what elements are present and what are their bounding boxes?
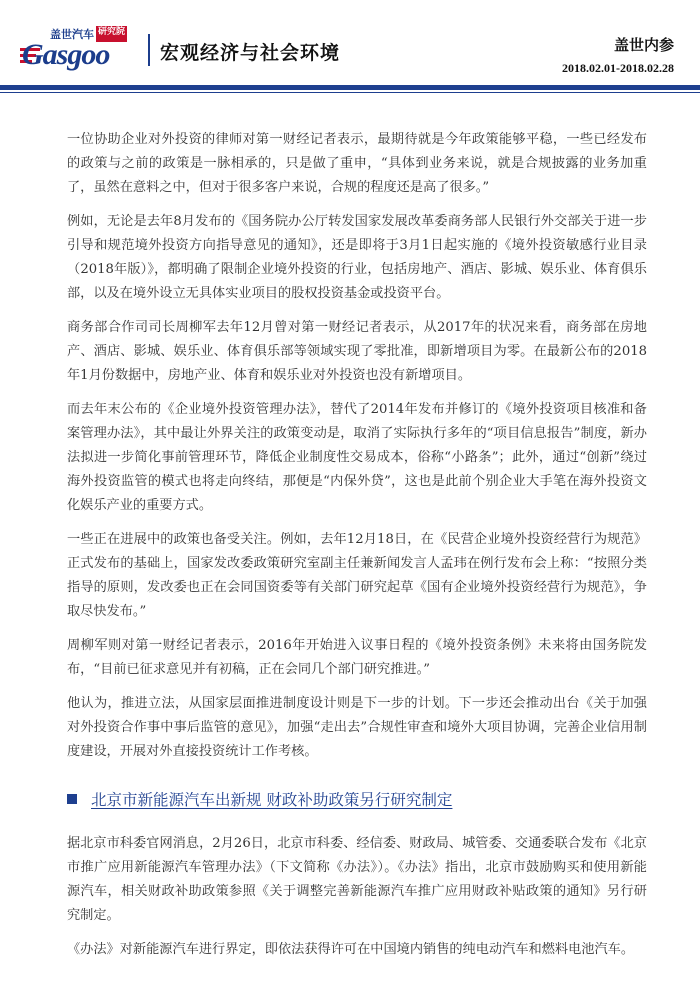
publication-name: 盖世内参 — [613, 36, 674, 54]
paragraph: 他认为，推进立法，从国家层面推进制度设计则是下一步的计划。下一步还会推动出台《关于加强对外投资合作事中事后监管的意见》，加强“走出去”合规性审查和境外大项目协调，完善企业信用制度建设，开展对外直接投资统计工作考核。 — [67, 696, 647, 759]
gasgoo-logo — [22, 26, 140, 78]
square-bullet-icon — [67, 794, 77, 804]
header-rule-thick — [0, 85, 700, 90]
paragraph: 例如，无论是去年8月发布的《国务院办公厅转发国家发展改革委商务部人民银行外交部关于进一步引导和规范境外投资方向指导意见的通知》，还是即将于3月1日起实施的《境外投资敏感行业目录（2018年版）》，都明确了限制企业境外投资的行业，包括房地产、酒店、影城、娱乐业、体育俱乐部，以及在境外设立无具体实业项目的股权投资基金或投资平台。 — [67, 214, 647, 301]
paragraph: 《办法》对新能源汽车进行界定，即依法获得许可在中国境内销售的纯电动汽车和燃料电池汽车。 — [67, 942, 635, 957]
date-range: 2018.02.01-2018.02.28 — [562, 61, 674, 75]
paragraph: 一位协助企业对外投资的律师对第一财经记者表示，最期待就是今年政策能够平稳，一些已经发布的政策与之前的政策是一脉相承的，只是做了重申，“具体到业务来说，就是合规披露的业务加重了，虽然在意料之中，但对于很多客户来说，合规的程度还是高了很多。” — [67, 132, 647, 195]
logo-chinese-name: 盖世汽车 — [50, 28, 94, 41]
paragraph: 据北京市科委官网消息，2月26日，北京市科委、经信委、财政局、城管委、交通委联合发布《北京市推广应用新能源汽车管理办法》（下文简称《办法》）。《办法》指出，北京市鼓励购买和使用新能源汽车，相关财政补助政策参照《关于调整完善新能源汽车推广应用财政补贴政策的通知》另行研究制定。 — [67, 836, 647, 923]
header-rule-thin — [0, 92, 700, 93]
paragraph: 而去年末公布的《企业境外投资管理办法》，替代了2014年发布并修订的《境外投资项目核准和备案管理办法》，其中最让外界关注的政策变动是，取消了实际执行多年的“项目信息报告”制度，新办法拟进一步简化事前管理环节，降低企业制度性交易成本，俗称“小路条”；此外，通过“创新”绕过海外投资监管的模式也将走向终结，那便是“内保外贷”，这也是此前个别企业大手笔在海外投资文化娱乐产业的重要方式。 — [67, 402, 647, 513]
logo-wordmark: Gasgoo — [22, 38, 110, 71]
logo-research-badge: 研究院 — [96, 26, 127, 42]
header-meta — [562, 34, 674, 76]
header-divider — [148, 34, 150, 66]
section-heading — [67, 788, 647, 810]
paragraph: 一些正在进展中的政策也备受关注。例如，去年12月18日，在《民营企业境外投资经营行为规范》正式发布的基础上，国家发改委政策研究室副主任兼新闻发言人孟玮在例行发布会上称：“按照分类指导的原则，发改委也正在会同国资委等有关部门研究起草《国有企业境外投资经营行为规范》，争取尽快发布。” — [67, 532, 647, 619]
paragraph: 周柳军则对第一财经记者表示，2016年开始进入议事日程的《境外投资条例》未来将由国务院发布，“目前已征求意见并有初稿，正在会同几个部门研究推进。” — [67, 638, 647, 677]
article-body — [67, 128, 647, 972]
page-title: 宏观经济与社会环境 — [160, 42, 341, 64]
section-title: 北京市新能源汽车出新规 财政补助政策另行研究制定 — [91, 791, 453, 809]
page-header — [0, 0, 700, 98]
paragraph: 商务部合作司司长周柳军去年12月曾对第一财经记者表示，从2017年的状况来看，商务部在房地产、酒店、影城、娱乐业、体育俱乐部等领域实现了零批准，即新增项目为零。在最新公布的2018年1月份数据中，房地产业、体育和娱乐业对外投资也没有新增项目。 — [67, 320, 647, 383]
